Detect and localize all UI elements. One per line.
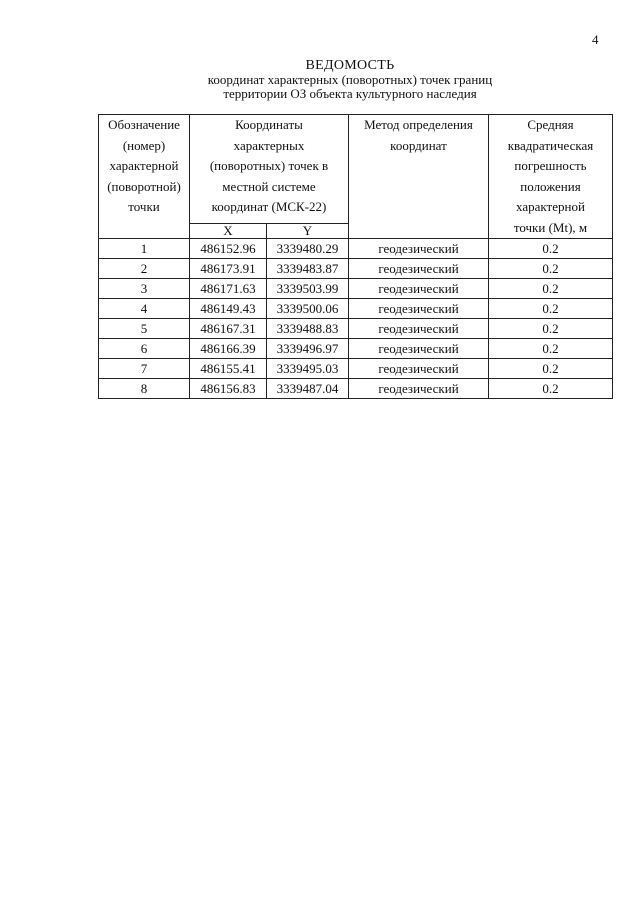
document-subtitle-line-1: координат характерных (поворотных) точек границ — [207, 72, 493, 87]
header-method: Метод определения координат — [349, 115, 489, 239]
table-header — [99, 115, 613, 239]
cell-method: геодезический — [349, 299, 489, 319]
cell-x: 486171.63 — [190, 279, 267, 299]
cell-point-number: 6 — [99, 339, 190, 359]
cell-mt: 0.2 — [489, 359, 613, 379]
cell-x: 486173.91 — [190, 259, 267, 279]
cell-method: геодезический — [349, 339, 489, 359]
table-row — [99, 359, 613, 379]
cell-point-number: 3 — [99, 279, 190, 299]
cell-y: 3339487.04 — [267, 379, 349, 399]
cell-y: 3339483.87 — [267, 259, 349, 279]
header-designation: Обозначение (номер) характерной (поворотной) точки — [99, 115, 190, 239]
header-row — [99, 115, 613, 224]
cell-y: 3339503.99 — [267, 279, 349, 299]
cell-x: 486167.31 — [190, 319, 267, 339]
cell-x: 486149.43 — [190, 299, 267, 319]
cell-mt: 0.2 — [489, 339, 613, 359]
coordinates-table — [98, 114, 613, 399]
table-row — [99, 319, 613, 339]
cell-point-number: 2 — [99, 259, 190, 279]
cell-x: 486166.39 — [190, 339, 267, 359]
cell-y: 3339488.83 — [267, 319, 349, 339]
cell-point-number: 5 — [99, 319, 190, 339]
table-row — [99, 279, 613, 299]
cell-method: геодезический — [349, 239, 489, 259]
cell-mt: 0.2 — [489, 279, 613, 299]
document-subtitle-line-2: территории ОЗ объекта культурного наследия — [223, 86, 477, 101]
document-title: ВЕДОМОСТЬ — [305, 58, 395, 73]
cell-x: 486152.96 — [190, 239, 267, 259]
cell-mt: 0.2 — [489, 239, 613, 259]
cell-x: 486156.83 — [190, 379, 267, 399]
cell-mt: 0.2 — [489, 259, 613, 279]
document-heading — [0, 58, 640, 101]
cell-point-number: 7 — [99, 359, 190, 379]
cell-x: 486155.41 — [190, 359, 267, 379]
table-row — [99, 259, 613, 279]
header-coordinates: Координаты характерных (поворотных) точек в местной системе координат (МСК-22) — [190, 115, 349, 224]
header-x: X — [190, 224, 267, 239]
table-row — [99, 379, 613, 399]
page-number: 4 — [592, 32, 599, 47]
header-error: Средняя квадратическая погрешность положения характерной точки (Mt), м — [489, 115, 613, 239]
cell-point-number: 8 — [99, 379, 190, 399]
table-row — [99, 299, 613, 319]
table-row — [99, 339, 613, 359]
cell-y: 3339496.97 — [267, 339, 349, 359]
header-y: Y — [267, 224, 349, 239]
cell-mt: 0.2 — [489, 379, 613, 399]
table-body — [99, 239, 613, 399]
cell-method: геодезический — [349, 319, 489, 339]
cell-method: геодезический — [349, 359, 489, 379]
cell-point-number: 1 — [99, 239, 190, 259]
cell-mt: 0.2 — [489, 319, 613, 339]
cell-y: 3339480.29 — [267, 239, 349, 259]
cell-point-number: 4 — [99, 299, 190, 319]
cell-y: 3339500.06 — [267, 299, 349, 319]
cell-method: геодезический — [349, 279, 489, 299]
cell-mt: 0.2 — [489, 299, 613, 319]
cell-method: геодезический — [349, 379, 489, 399]
cell-y: 3339495.03 — [267, 359, 349, 379]
cell-method: геодезический — [349, 259, 489, 279]
table-row — [99, 239, 613, 259]
